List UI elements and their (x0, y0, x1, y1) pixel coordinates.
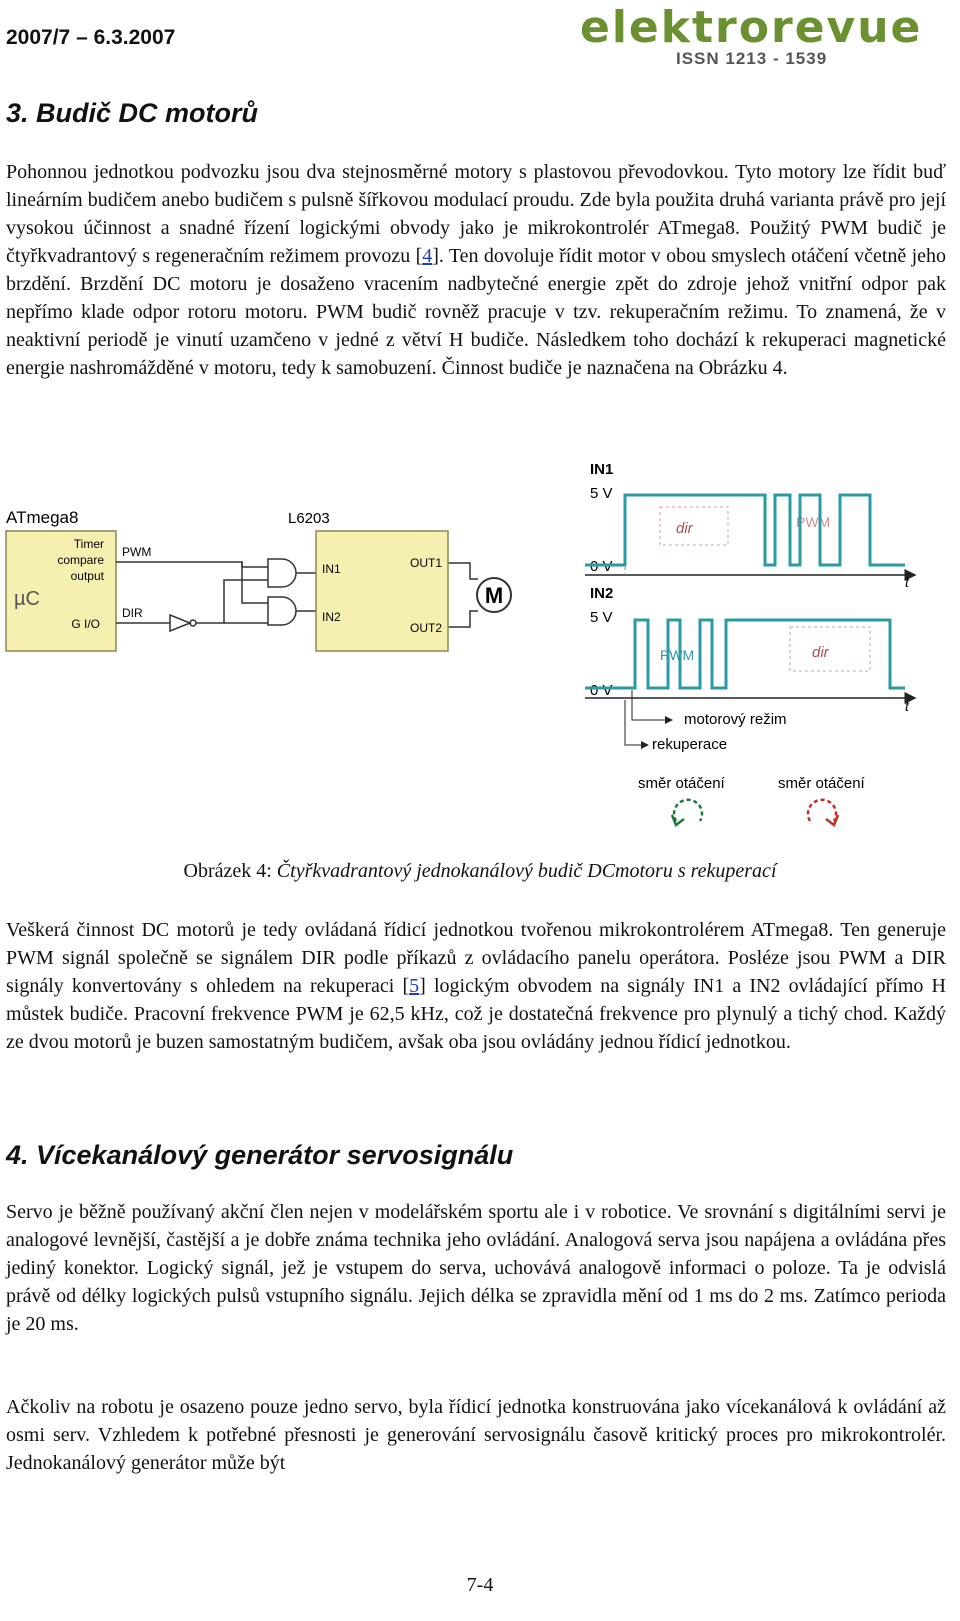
reference-link-4[interactable]: 4 (422, 245, 433, 267)
svg-text:0 V: 0 V (590, 682, 613, 699)
svg-text:t: t (905, 698, 909, 714)
svg-text:output: output (70, 569, 104, 583)
svg-text:µC: µC (14, 588, 40, 610)
signal-dir-label: DIR (122, 606, 143, 620)
rotation-arrow-cw-icon (808, 800, 838, 825)
motor-mode-label: motorový režim (684, 711, 787, 728)
recuperation-label: rekuperace (652, 736, 728, 753)
svg-text:OUT1: OUT1 (409, 556, 442, 570)
svg-text:0 V: 0 V (590, 558, 613, 575)
svg-text:5 V: 5 V (590, 485, 613, 502)
svg-text:PWM: PWM (796, 514, 831, 530)
svg-text:M: M (484, 583, 504, 608)
section-4-heading: 4. Vícekanálový generátor servosignálu (6, 1140, 514, 1170)
rotation-direction-label-2: směr otáčení (778, 775, 865, 792)
microcontroller-block (6, 508, 116, 651)
rotation-arrow-ccw-icon (672, 800, 702, 825)
svg-text:dir: dir (812, 644, 829, 661)
signal-pwm-label: PWM (122, 545, 152, 559)
page-number: 7-4 (466, 1574, 494, 1596)
svg-text:Timer: Timer (73, 537, 104, 551)
svg-text:IN2: IN2 (322, 610, 341, 624)
svg-text:PWM: PWM (660, 647, 695, 663)
svg-text:IN1: IN1 (322, 562, 341, 576)
svg-text:dir: dir (676, 520, 693, 537)
reference-link-5[interactable]: 5 (409, 975, 420, 997)
section-4-paragraph-2: Ačkoliv na robotu je osazeno pouze jedno servo, byla řídicí jednotka konstruována jako vícekanálová k ovládání až osmi serv. Vzhledem k potřebné přesnosti je generování servosignálu časově kritický proces pro mikrokontrolér. Jednokanálový generátor může být (6, 1396, 946, 1474)
l6203-driver-block (288, 510, 448, 651)
svg-text:t: t (905, 574, 909, 590)
svg-text:OUT2: OUT2 (409, 621, 442, 635)
issn: ISSN 1213 - 1539 (676, 49, 828, 68)
figure-4-diagram (0, 455, 960, 850)
motor-symbol (477, 578, 511, 612)
svg-text:ATmega8: ATmega8 (6, 508, 79, 527)
svg-text:G I/O: G I/O (71, 617, 100, 631)
section-3-paragraph-1: Pohonnou jednotkou podvozku jsou dva stejnosměrné motory s plastovou převodovkou. Tyto motory lze řídit buď lineárním budičem anebo budičem s pulsně šířkovou modulací proudu. Zde byla použita druhá varianta právě pro její vysokou účinnost a snadné řízení logickými obvody jako je mikrokontrolér ATmega8. Použitý PWM budič je čtyřkvadrantový s regeneračním režimem provozu [4]. Ten dovoluje řídit motor v obou smyslech otáčení včetně jeho brzdění. Brzdění DC motoru je dosaženo vracením nadbytečné energie zpět do zdroje jehož vnitřní odpor pak nepřímo klade odpor rotoru motoru. PWM budič rovněž pracuje v tzv. rekuperačním režimu. To znamená, že v neaktivní periodě je vinutí uzamčeno v jedné z větví H budiče. Následkem toho dochází k rekuperaci magnetické energie nashromážděné v motoru, tedy k samobuzení. Činnost budiče je naznačena na Obrázku 4. (6, 161, 947, 379)
issue-date: 2007/7 – 6.3.2007 (6, 26, 176, 49)
section-4-paragraph-1: Servo je běžně používaný akční člen nejen v modelářském sportu ale i v robotice. Ve srovnání s digitálními servi je analogové levnější, častější a je dobře známa technika jeho ovládání. Analogová serva jsou napájena a ovládána přes jediný konektor. Logický signál, jež je vstupem do serva, uchovává analogově informaci o poloze. Ta je odvislá právě od délky logických pulsů vstupního signálu. Jejich délka se zpravidla mění od 1 ms do 2 ms. Zatímco perioda je 20 ms. (6, 1201, 946, 1335)
logo-text: elektrorevue (580, 2, 923, 53)
waveform-in1 (585, 461, 915, 590)
section-3-paragraph-2: Veškerá činnost DC motorů je tedy ovládaná řídicí jednotkou tvořenou mikrokontrolérem ATmega8. Ten generuje PWM signál společně se signálem DIR podle příkazů z ovládacího panelu operátora. Posléze jsou PWM a DIR signály konvertovány s ohledem na rekuperaci [5] logickým obvodem na signály IN1 a IN2 ovládající přímo H můstek budiče. Pracovní frekvence PWM je 62,5 kHz, což je dostatečná frekvence pro plynulý a tichý chod. Každý ze dvou motorů je buzen samostatným budičem, avšak oba jsou ovládány jednou řídicí jednotkou. (6, 919, 946, 1053)
svg-text:compare: compare (57, 553, 104, 567)
svg-text:5 V: 5 V (590, 609, 613, 626)
section-3-heading: 3. Budič DC motorů (6, 98, 259, 128)
figure-4-caption: Obrázek 4: Čtyřkvadrantový jednokanálový budič DCmotoru s rekuperací (183, 860, 777, 882)
rotation-direction-label-1: směr otáčení (638, 775, 725, 792)
waveform-in2 (585, 585, 915, 714)
svg-text:L6203: L6203 (288, 510, 330, 527)
svg-text:IN2: IN2 (590, 585, 614, 602)
svg-text:IN1: IN1 (590, 461, 614, 478)
